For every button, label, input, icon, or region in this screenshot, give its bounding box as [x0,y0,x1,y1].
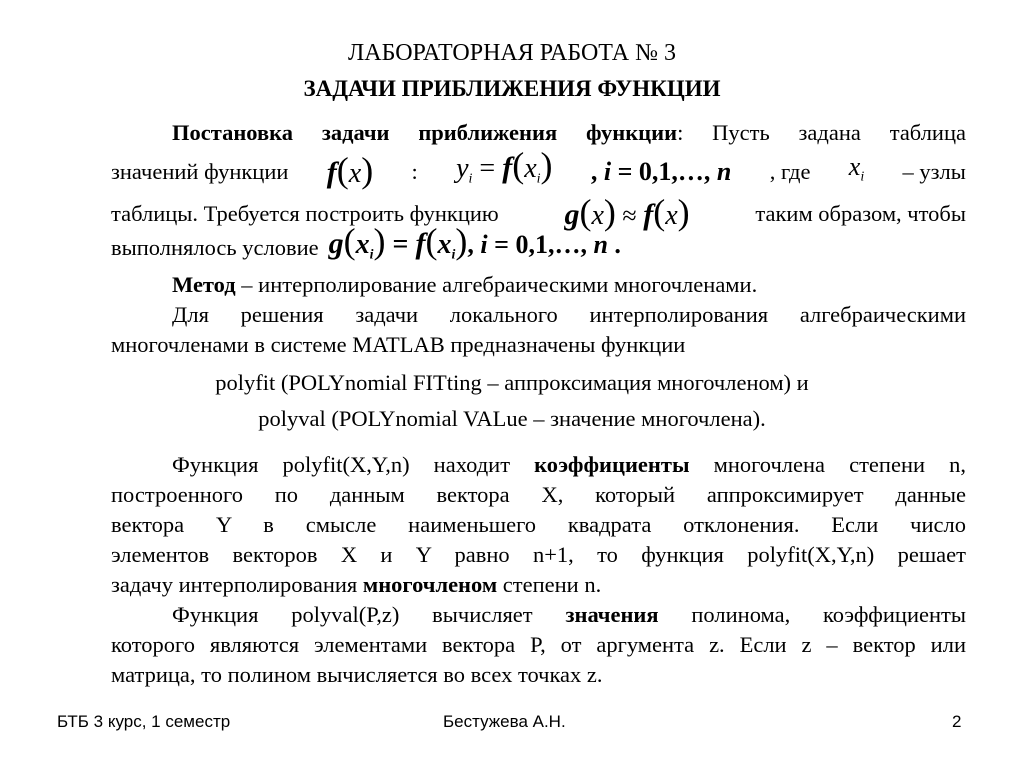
method-para-line-1: Для решения задачи локального интерполирования алгебраическими [172,302,966,327]
polyval-desc-line-1 [172,600,966,630]
nodes-text: – узлы [902,159,966,184]
polyval-desc-bold: значения [565,602,659,627]
where-word: , где [769,159,811,184]
polyval-desc-text-c: полинома, коэффициенты [658,602,966,627]
polyfit-desc-line-1 [172,450,966,480]
colon: : [411,159,418,184]
polyfit-desc-text-c: многочлена степени n, [689,452,966,477]
problem-line-2 [111,144,966,192]
polyfit-line: polyfit (POLYnomial FITting – аппроксимация многочленом) и [215,370,809,395]
polyfit-desc-line-4: элементов векторов X и Y равно n+1, то функция polyfit(X,Y,n) решает [111,542,966,567]
problem-line-4-start: выполнялось условие [111,235,319,260]
polyfit-desc-text-a: Функция polyfit(X,Y,n) находит [172,452,535,477]
formula-fx: f(x) [326,149,374,190]
method-label: Метод [172,272,236,297]
problem-line-4 [111,220,621,268]
lab-title: ЛАБОРАТОРНАЯ РАБОТА № 3 [347,40,676,66]
footer-author: Бестужева А.Н. [443,712,566,731]
footer-page-number: 2 [952,712,962,731]
formula-index: , i = 0,1,…, n [590,157,732,186]
formula-condition: $g(x_i) = f(x_i)$, i = 0,1,…, n . [328,220,621,263]
polyval-desc-text-a: Функция polyval(P,z) вычисляет [172,602,566,627]
polyfit-desc-line-3: вектора Y в смысле наименьшего квадрата отклонения. Если число [111,512,966,537]
polyval-desc-line-2: которого являются элементами вектора P, от аргумента z. Если z – вектор или [111,632,966,657]
problem-lead: Постановка задачи приближения функции [172,120,678,145]
problem-line-3-start: таблицы. Требуется построить функцию [111,201,499,226]
method-text: – интерполирование алгебраическими многочленами. [235,272,758,297]
polyfit-desc-l5-a: задачу интерполирования [111,572,363,597]
formula-xi: $x_i$ [848,151,865,185]
problem-line-1 [172,118,966,148]
polyval-desc-line-3: матрица, то полином вычисляется во всех точках z. [111,662,603,687]
problem-line-3-end: таким образом, чтобы [755,201,966,226]
polyfit-desc-line-5 [111,570,601,600]
polyfit-desc-l5-c: степени n. [497,572,602,597]
footer-course: БТБ 3 курс, 1 семестр [57,712,231,731]
method-para-line-2: многочленами в системе MATLAB предназначены функции [111,332,686,357]
formula-approx: g(x) ≈ f(x) [564,191,690,232]
polyval-line: polyval (POLYnomial VALue – значение многочлена). [258,406,766,431]
method-line [172,270,757,300]
formula-yi: $y_i = f(x_i)$ [456,144,553,187]
problem-lead-rest: : Пусть задана таблица [677,120,966,145]
polyfit-desc-line-2: построенного по данным вектора X, который аппроксимирует данные [111,482,966,507]
problem-line-2-start: значений функции [111,159,289,184]
polyfit-desc-bold: коэффициенты [534,452,690,477]
polyfit-desc-l5-bold: многочленом [362,572,498,597]
topic-title: ЗАДАЧИ ПРИБЛИЖЕНИЯ ФУНКЦИИ [303,76,721,101]
